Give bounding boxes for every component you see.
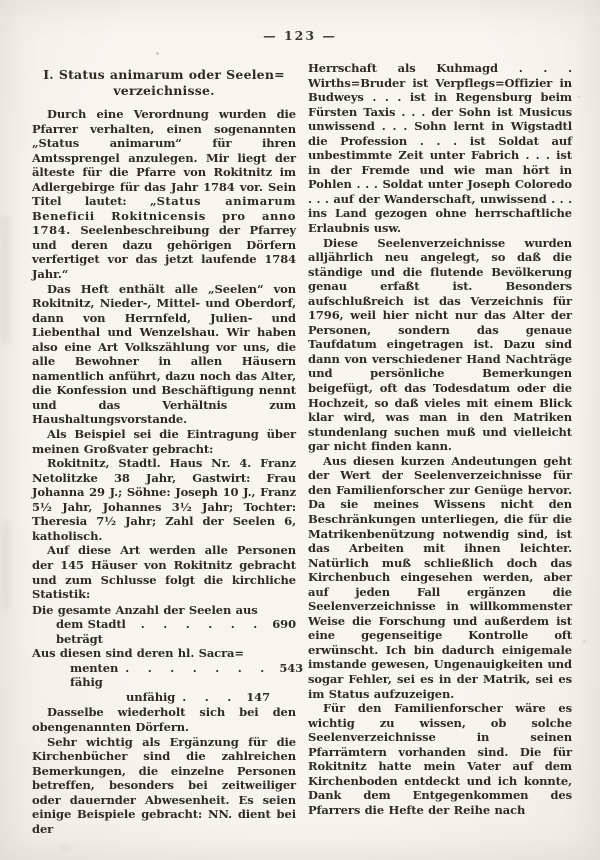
- paragraph-statistik-intro: Auf diese Art werden alle Personen der 145 Häuser von Rokitnitz gebracht und zum Schlusse folgt die kirchliche Statistik:: [32, 543, 296, 602]
- section-heading: [32, 67, 296, 98]
- statistic-label-line2: [32, 617, 296, 646]
- statistic-value: 147: [246, 689, 270, 704]
- two-column-text: [0, 43, 600, 836]
- statistic-row: [32, 690, 296, 705]
- scan-smudge: [3, 520, 9, 610]
- scan-speck: [583, 640, 586, 643]
- church-statistics: [32, 602, 304, 705]
- statistic-row: [32, 603, 296, 647]
- statistic-label: menten fähig: [70, 660, 119, 690]
- statistic-label: unfähig: [126, 689, 176, 704]
- statistic-label: dem Stadtl beträgt: [56, 617, 126, 646]
- paragraph-pfarraemter: Für den Familienforscher wäre es wichtig zu wissen, ob solche Seelenverzeichnisse in seinen Pfarrämtern vorhanden sind. Die für Rokitnitz hatte mein Vater auf dem Kirchenboden entdeckt und ich konnte, Dank dem Entgegenkommen des Pfarrers die Hefte der Reihe nach: [308, 701, 572, 817]
- scan-smudge: [2, 215, 9, 345]
- paragraph-heft-inhalt: Das Heft enthält alle „Seelen“ von Rokitnitz, Nieder-, Mittel- und Oberdorf, dann von Herrnfeld, Julien- und Liebenthal und Wenzelshau. Wir haben also eine Art Volkszählung vor uns, die alle Bewohner in allen Häusern namentlich anführt, dazu noch das Alter, die Konfession und Beschäftigung nennt und das Verhältnis zum Haushaltungsvorstande.: [32, 281, 296, 427]
- dot-leader: . . . . . .: [140, 617, 265, 632]
- page-number: — 123 —: [263, 28, 337, 43]
- latin-title-text: Status animarum Beneficii Rokitnicensis pro anno 1784.: [32, 194, 296, 238]
- paragraph-text: Seelenbeschreibung der Pfarrey und deren dazu gehörigen Dörfern verfertiget vor das jetzt laufende 1784 Jahr.“: [32, 223, 296, 282]
- left-column: [32, 61, 304, 836]
- paragraph-beispiele-fortsetzung: Herrschaft als Kuhmagd . . . Wirths=Bruder ist Verpflegs=Offizier in Budweys . . . ist in Regensburg beim Fürsten Taxis . . . der Sohn ist Musicus unwissend . . . Sohn lernt in Wigstadtl die Profession . . . ist Soldat auf unbestimmte Zeit unter Fabrich . . . ist in der Fremde und wie man hört in Pohlen . . . Soldat unter Joseph Coloredo . . . auf der Wanderschaft, unwissend . . . ins Land gezogen ohne herrschaftliche Erlaubnis usw.: [308, 61, 572, 236]
- paragraph-doerfer: Dasselbe wiederholt sich bei den obengenannten Dörfern.: [32, 705, 296, 734]
- statistic-value: 690: [272, 617, 296, 632]
- dot-leader: . . . . . . .: [125, 660, 272, 675]
- dot-leader: . . .: [182, 689, 239, 704]
- heading-line-1: I. Status animarum oder Seelen=: [43, 67, 285, 82]
- paragraph-beispiel-intro: Als Beispiel sei die Eintragung über meinen Großvater gebracht:: [32, 427, 296, 456]
- paragraph-wert-fuer-forscher: Aus diesen kurzen Andeutungen geht der Wert der Seelenverzeichnisse für den Familienforscher zur Genüge hervor. Da sie meines Wissens nicht den Beschränkungen unterliegen, die für die Matrikenbenützung notwendig sind, ist das Arbeiten mit ihnen leichter. Natürlich muß schließlich doch das Kirchenbuch eingesehen werden, aber auf jeden Fall ergänzen die Seelenverzeichnisse in willkommenster Weise die Forschung und außerdem ist eine gegenseitige Kontrolle oft erwünscht. Ich bin dadurch einigemale imstande gewesen, Ungenauigkeiten und sogar Fehler, sei es in der Matrik, sei es im Status aufzuzeigen.: [308, 453, 572, 701]
- right-column: [308, 61, 572, 836]
- paragraph-verordnung: [32, 107, 296, 282]
- statistic-label-line1: Die gesamte Anzahl der Seelen aus: [32, 602, 258, 617]
- scan-smudge: [60, 844, 70, 850]
- statistic-label-line2: [32, 660, 304, 690]
- heading-line-2: verzeichnisse.: [113, 82, 215, 98]
- paragraph-bemerkungen: Sehr wichtig als Ergänzung für die Kirchenbücher sind die zahlreichen Bemerkungen, die einzelne Personen betreffen, besonders bei zeitweiliger oder dauernder Abwesenheit. Es seien einige Beispiele gebracht: NN. dient bei der: [32, 734, 296, 836]
- statistic-value: 543: [279, 660, 304, 675]
- paragraph-grossvater-eintrag: Rokitnitz, Stadtl. Haus Nr. 4. Franz Netolitzke 38 Jahr, Gastwirt: Frau Johanna 29 J.; Söhne: Joseph 10 J., Franz 5½ Jahr, Johannes 3½ Jahr; Tochter: Theresia 7½ Jahr; Zahl der Seelen 6, katholisch.: [32, 456, 296, 543]
- scan-speck: [577, 96, 580, 98]
- paragraph-text: Durch eine Verordnung wurden die Pfarrer verhalten, einen sogenannten „Status animarum“ für ihren Amtssprengel anzulegen. Mir liegt der älteste für die Pfarre von Rokitnitz im Adlergebirge für das Jahr 1784 vor. Sein Titel lautet: „: [32, 107, 296, 209]
- statistic-row: [32, 646, 304, 690]
- statistic-label-line2: [32, 690, 296, 705]
- scan-speck: [156, 52, 159, 55]
- statistic-label-line1: Aus diesen sind deren hl. Sacra=: [32, 646, 244, 661]
- paragraph-alljaehrlich: Diese Seelenverzeichnisse wurden alljährlich neu angelegt, so daß die ständige und die flutende Bevölkerung genau erfaßt ist. Besonders aufschlußreich ist das Verzeichnis für 1796, weil hier nicht nur das Alter der Personen, sondern das genaue Taufdatum eingetragen ist. Dazu sind dann von verschiedener Hand Nachträge und persönliche Bemerkungen beigefügt, oft das Todesdatum oder die Hochzeit, so daß vieles mit einem Blick klar wird, was man in den Matriken stundenlang suchen muß und vielleicht gar nicht finden kann.: [308, 235, 572, 454]
